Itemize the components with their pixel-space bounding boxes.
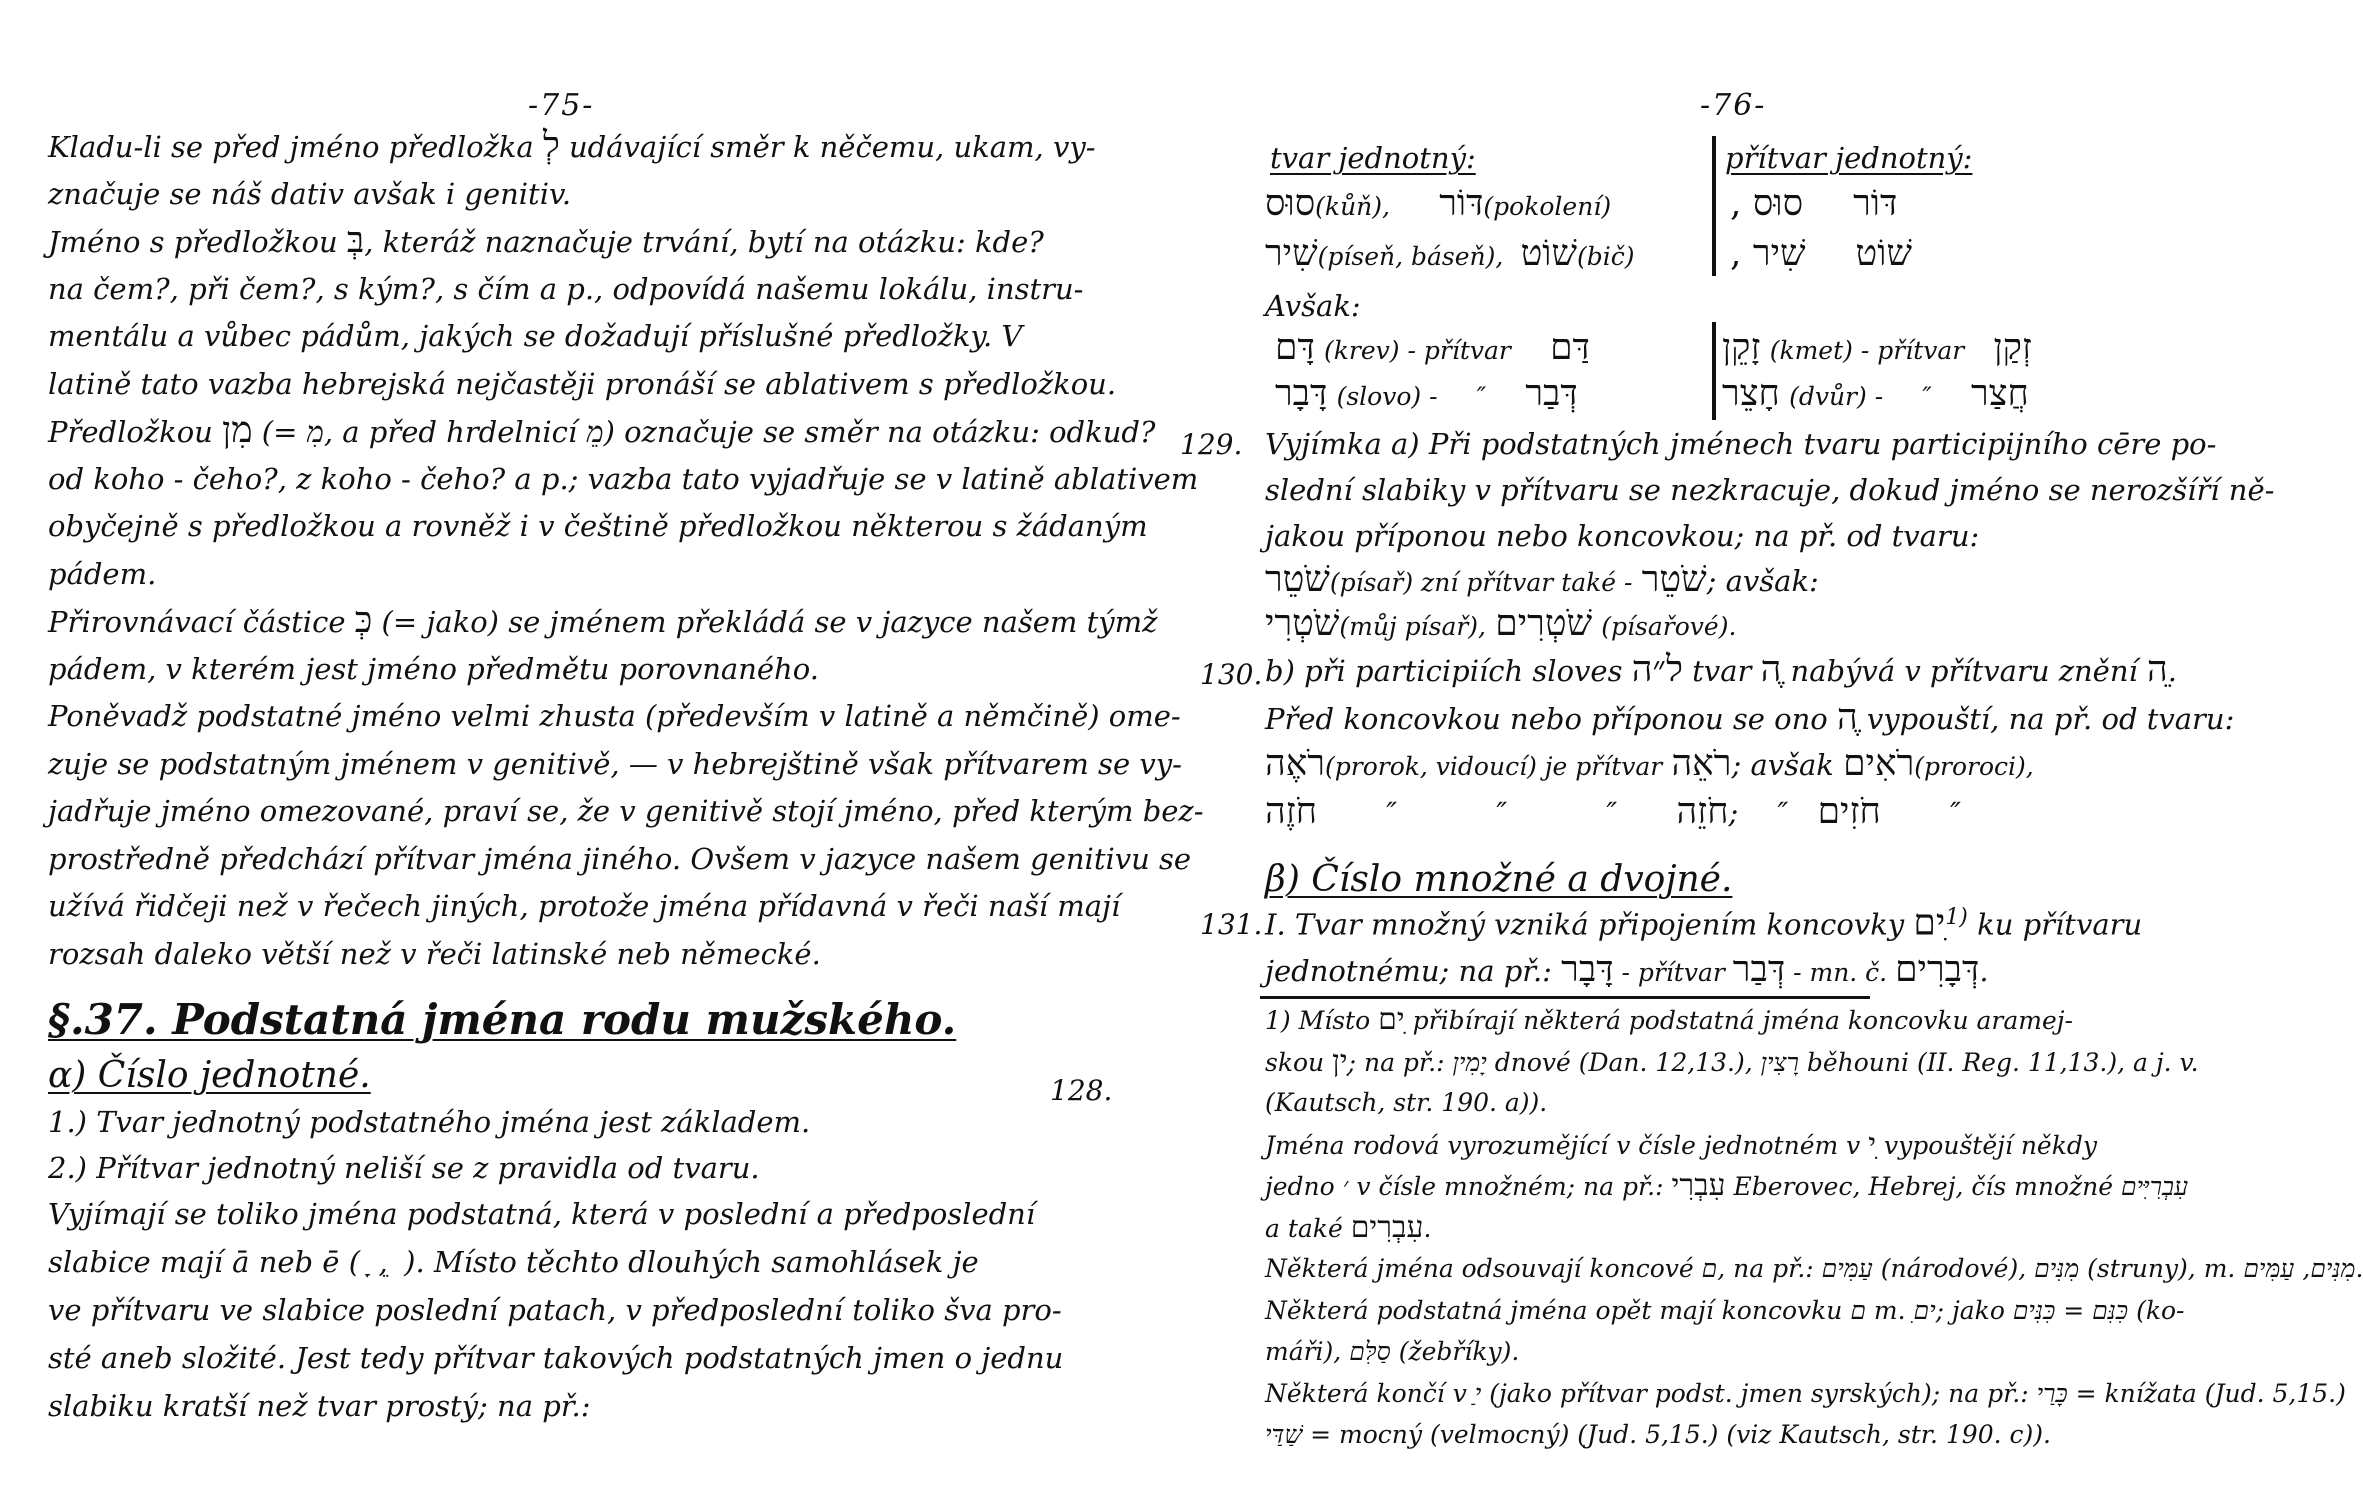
footnote-line-9: [1265, 1336, 1519, 1367]
left-body-line-2: [48, 176, 571, 212]
hebrew-word: לְ: [542, 125, 560, 166]
left-body-text-after: udávající směr k něčemu, ukam, vy-: [559, 130, 1096, 164]
left-body-text: latině tato vazba hebrejská nejčastěji pronáší se ablativem s předložkou.: [48, 366, 1117, 401]
left-body-line-18: [48, 936, 821, 972]
p129-line-1: Vyjímka a) Při podstatných jménech tvaru participijního cēre po-: [1265, 427, 2217, 461]
hebrew-word: ִים: [1378, 1002, 1405, 1037]
hebrew-word: ִי: [1868, 1126, 1877, 1162]
footnote-line-5: [1265, 1170, 2188, 1202]
margin-number-129: 129.: [1180, 428, 1243, 461]
left-body-text-after: , kteráž naznačuje trvání, bytí na otázku: kde?: [364, 225, 1044, 259]
footnote-line-2: [1265, 1043, 2199, 1079]
left-tail-line-5: [48, 1388, 590, 1424]
p129-example-2: שֹׁטְרִי(můj písař), שֹׁטְרִים (písařové).: [1265, 603, 1737, 644]
left-tail-text: slabiku kratší než tvar prostý; na př.:: [48, 1389, 591, 1423]
paradigm-row-1-right: סוּס , דּוֹר: [1730, 183, 1898, 224]
footnote-line-8: [1265, 1295, 2184, 1326]
hebrew-word: עִבְרִי: [1671, 1168, 1726, 1203]
footnote-line-4: [1265, 1126, 2097, 1162]
left-tail-line-3: [48, 1292, 1062, 1328]
left-body-line-8: [48, 461, 1198, 497]
left-body-line-17: [48, 888, 1120, 924]
page-number-left: -75-: [528, 88, 595, 123]
p130-line-2: Před koncovkou nebo příponou se ono ֶה vypouští, na př. od tvaru:: [1265, 697, 2235, 738]
subsection-title: α) Číslo jednotné.: [48, 1055, 371, 1096]
p130-line-1: b) při participiích sloves ל״ה tvar ֶה nabývá v přítvaru znění ֵה.: [1265, 649, 2177, 690]
margin-number-131: 131.: [1200, 908, 1263, 941]
left-body-line-7: [48, 410, 1156, 451]
left-body-line-9: [48, 508, 1148, 544]
footnote-text: Jména rodová vyrozumějící v čísle jednotném v: [1265, 1130, 1869, 1160]
right-page: [1130, 0, 2363, 1500]
hebrew-word: עִבְרִים: [1350, 1209, 1424, 1245]
footnote-text-after: .: [1423, 1213, 1432, 1243]
left-body-text: Poněvadž podstatné jméno velmi zhusta (především v latině a němčině) ome-: [48, 699, 1181, 733]
hebrew-word: מִן: [222, 410, 253, 451]
col-head-right: přítvar jednotný:: [1725, 141, 1973, 175]
left-tail-line-4: [48, 1340, 1063, 1376]
left-body-text: jadřuje jméno omezované, praví se, že v genitivě stojí jméno, před kterým bez-: [48, 794, 1204, 828]
left-tail-line-2: [48, 1244, 979, 1280]
left-body-text: pádem, v kterém jest jméno předmětu porovnaného.: [48, 651, 819, 686]
footnote-text: Některá končí v ַי (jako přítvar podst. jmen syrských); na př.: כָּרַי = knížata (Jud. 5,15.): [1265, 1378, 2346, 1408]
left-body-text: obyčejně s předložkou a rovněž i v češtině předložkou některou s žádaným: [48, 509, 1148, 543]
avsak-label: Avšak:: [1265, 289, 1361, 323]
footnote-text: skou: [1265, 1047, 1333, 1077]
rule-text: 2.) Přítvar jednotný neliší se z pravidla od tvaru.: [48, 1151, 760, 1185]
left-body-text-after: (= jako) se jménem překládá se v jazyce našem týmž: [372, 605, 1158, 639]
left-tail-text: sté aneb složité. Jest tedy přítvar takových podstatných jmen o jednu: [48, 1341, 1064, 1375]
hebrew-word: ִין: [1332, 1043, 1348, 1079]
left-tail-text: Vyjímají se toliko jména podstatná, která v poslední a předposlední: [48, 1197, 1036, 1231]
p129-line-3: jakou příponou nebo koncovkou; na př. od tvaru:: [1265, 519, 1980, 553]
left-body-line-6: [48, 366, 1116, 402]
left-body-text: prostředně předchází přítvar jména jiného. Ovšem v jazyce našem genitivu se: [48, 841, 1192, 876]
footnote-text: (Kautsch, str. 190. a)).: [1265, 1088, 1548, 1117]
left-body-line-13: [48, 698, 1181, 734]
left-tail-text: ve přítvaru ve slabice poslední patach, v předposlední toliko šva pro-: [48, 1293, 1062, 1327]
paradigm-row-2-left: שִׁיר(píseň, báseň), שׁוֹט(bič): [1265, 233, 1635, 274]
col-head-left: tvar jednotný:: [1270, 141, 1476, 175]
left-body-text: Kladu-li se před jméno předložka: [48, 130, 543, 164]
left-body-line-16: [48, 841, 1191, 877]
footnote-line-10: [1265, 1378, 2346, 1409]
footnote-line-1: [1265, 1004, 2073, 1036]
left-body-line-10: [48, 556, 156, 592]
footnote-text-after: vypouštějí někdy: [1876, 1130, 2097, 1160]
paradigm-row-3-right: זָקֵן (kmet) - přítvar זְקַן: [1722, 327, 2032, 368]
footnote-text: a také: [1265, 1213, 1351, 1243]
left-body-text: užívá řidčeji než v řečech jiných, protože jména přídavná v řeči naší mají: [48, 889, 1121, 923]
left-body-text: Jméno s předložkou: [48, 225, 347, 259]
paradigm-row-4-right: חָצֵר (dvůr) - ″ חֲצַר: [1722, 373, 2029, 414]
footnote-rule: [1260, 996, 1870, 999]
margin-number-128: 128.: [1050, 1074, 1113, 1107]
left-body-line-4: [48, 271, 1083, 307]
left-body-line-3: [48, 220, 1044, 261]
p129-line-2: slední slabiky v přítvaru se nezkracuje, dokud jméno se nerozšíří ně-: [1265, 473, 2275, 507]
left-body-text: Přirovnávací částice: [48, 605, 355, 639]
left-body-text: od koho - čeho?, z koho - čeho? a p.; vazba tato vyjadřuje se v latině ablativem: [48, 461, 1199, 496]
left-body-text: Předložkou: [48, 415, 223, 449]
left-body-text-after: (= מִ, a před hrdelnicí מֵ) označuje se směr na otázku: odkud?: [252, 415, 1156, 449]
page-number-right: -76-: [1700, 88, 1767, 123]
paradigm-row-3-left: דָּם (krev) - přítvar דַּם: [1275, 327, 1590, 368]
footnote-text: שַׁדַּי = mocný (velmocný) (Jud. 5,15.) (viz Kautsch, str. 190. c)).: [1265, 1420, 2051, 1449]
column-divider-top: [1712, 136, 1716, 276]
footnote-text: 1) Místo: [1265, 1006, 1379, 1035]
left-body-text: na čem?, při čem?, s kým?, s čím a p., odpovídá našemu lokálu, instru-: [48, 271, 1084, 306]
rule-text: 1.) Tvar jednotný podstatného jména jest základem.: [48, 1105, 811, 1139]
margin-number-130: 130.: [1200, 658, 1263, 691]
left-body-line-11: [48, 600, 1158, 641]
footnote-line-6: [1265, 1209, 1432, 1245]
footnote-text: jedno ׳ v čísle množném; na př.:: [1265, 1172, 1672, 1201]
footnote-line-7: [1265, 1253, 2363, 1284]
left-body-text: pádem.: [48, 556, 157, 591]
left-body-text: mentálu a vůbec pádům, jakých se dožadují příslušné předložky. V: [48, 319, 1023, 353]
left-body-line-14: [48, 746, 1182, 782]
footnote-line-11: [1265, 1419, 2051, 1450]
hebrew-word: בְּ: [346, 220, 365, 261]
left-body-text: značuje se náš dativ avšak i genitiv.: [48, 176, 572, 211]
left-body-line-12: [48, 651, 819, 687]
column-divider-bottom: [1712, 322, 1716, 420]
p131-line-2: jednotnému; na př.: דָּבָר - přítvar דְּבַר - mn. č. דְּבָרִים.: [1265, 949, 1989, 990]
footnote-text-after: Eberovec, Hebrej, čís množné עִבְרִיִּים: [1725, 1172, 2189, 1201]
footnote-text: Některá jména odsouvají koncové ם, na př.: עַמִּים (národové), מִנִּים (struny), m. מִנִּים, עַמִּים.: [1265, 1254, 2363, 1283]
footnote-line-3: [1265, 1087, 1547, 1118]
left-body-line-5: [48, 318, 1022, 354]
left-body-line-1: [48, 125, 1096, 166]
left-body-text: rozsah daleko větší než v řeči latinské neb německé.: [48, 936, 821, 971]
paradigm-row-2-right: שִׁיר , שׁוֹט: [1730, 233, 1912, 274]
footnote-text-after: ; na př.: יָמִין dnové (Dan. 12,13.), רָצִין běhouni (II. Reg. 11,13.), a j. v.: [1347, 1047, 2199, 1077]
rule-line-2: [48, 1150, 760, 1186]
p129-example-1: שֹׁטֵר(písař) zní přítvar také - שֹׁטֵר; avšak:: [1265, 559, 1819, 600]
footnote-text: máři), סַלִּם (žebříky).: [1265, 1337, 1520, 1366]
left-body-line-15: [48, 793, 1204, 829]
p130-example-2: חֹזֶה ″ ″ ″ חֹזֵה; ″ חֹזִים ″: [1265, 791, 1961, 832]
section-title: §.37. Podstatná jména rodu mužského.: [48, 995, 957, 1044]
hebrew-word: כְּ: [354, 600, 373, 641]
left-tail-line-1: [48, 1196, 1035, 1232]
footnote-text-after: přibírají některá podstatná jména koncovku aramej-: [1404, 1006, 2073, 1035]
paradigm-row-4-left: דָּבָר (slovo) - ″ דְּבַר: [1275, 373, 1578, 414]
footnote-text: Některá podstatná jména opět mají koncovku ם m. ִים; jako כִּנִּם = כִּנִּים (ko-: [1265, 1295, 2185, 1325]
rule-line-1: [48, 1104, 810, 1140]
left-tail-text: slabice mají ā neb ē ( ָ , ֵ ). Místo těchto dlouhých samohlásek je: [48, 1245, 979, 1279]
paradigm-row-1-left: סוּס(kůň), דּוֹר(pokolení): [1265, 183, 1612, 224]
p130-example-1: רֹאֶה(prorok, vidoucí) je přítvar רֹאֵה; avšak רֹאִים(proroci),: [1265, 743, 2034, 784]
left-body-text: zuje se podstatným jménem v genitivě, — v hebrejštině však přítvarem se vy-: [48, 746, 1182, 781]
p131-line-1: I. Tvar množný vzniká připojením koncovky ִים$^{1)}$ ku přítvaru: [1265, 902, 2143, 944]
subsection-b-title: β) Číslo množné a dvojné.: [1265, 859, 1733, 900]
